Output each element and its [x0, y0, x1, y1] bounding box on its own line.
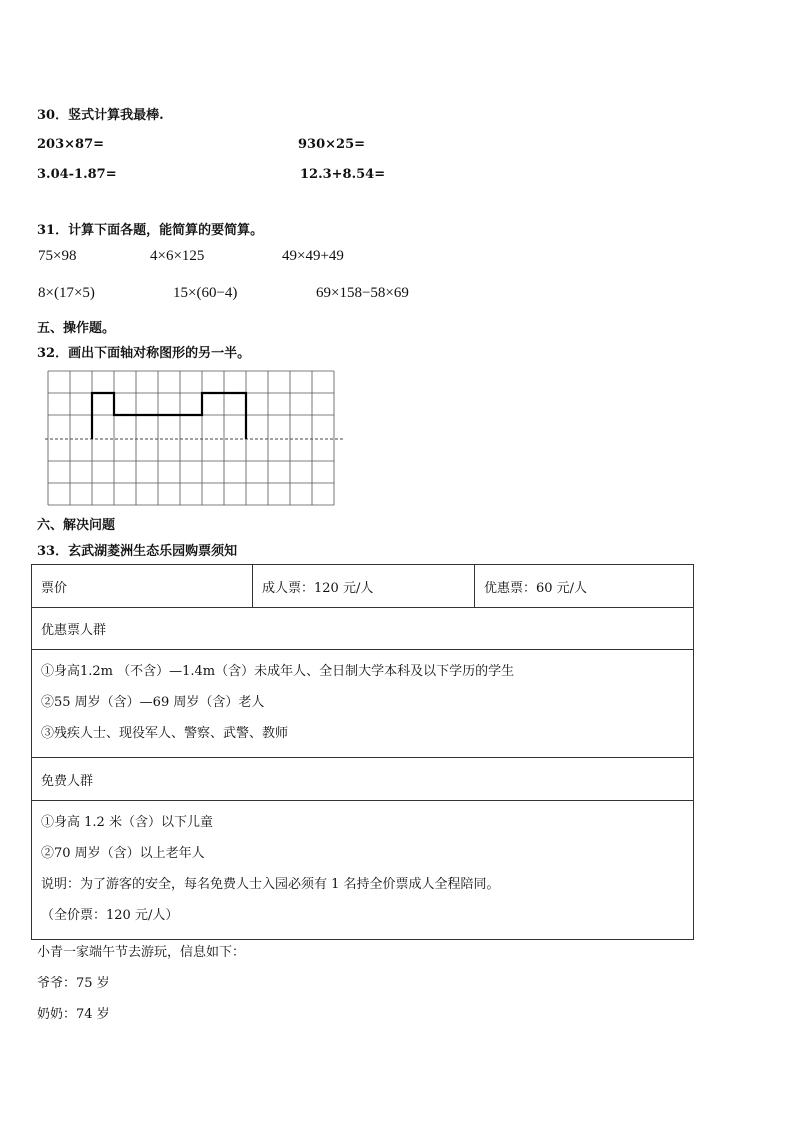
section-5-heading: 五、操作题。 [37, 321, 116, 336]
q31-expr-4: 8×(17×5) [38, 285, 95, 301]
q32-title: 32．画出下面轴对称图形的另一半。 [37, 346, 251, 361]
discount-price: 优惠票：60 元/人 [475, 565, 694, 608]
q31-expr-6: 69×158−58×69 [316, 285, 409, 301]
q30-expr-4: 12.3+8.54= [300, 167, 386, 182]
info-intro: 小青一家端午节去游玩，信息如下： [37, 945, 246, 960]
free-group-items [32, 801, 694, 940]
adult-price: 成人票：120 元/人 [253, 565, 475, 608]
family-grandma: 奶奶：74 岁 [37, 1007, 110, 1022]
discount-item: ①身高1.2m （不含）—1.4m（含）未成年人、全日制大学本科及以下学历的学生 [41, 664, 515, 679]
discount-group-items [32, 650, 694, 758]
q31-expr-5: 15×(60−4) [173, 285, 238, 301]
q31-expr-3: 49×49+49 [282, 248, 344, 264]
q30-expr-2: 930×25= [298, 137, 366, 152]
q30-expr-3: 3.04-1.87= [37, 167, 117, 182]
family-grandpa: 爷爷：75 岁 [37, 976, 110, 991]
symmetry-grid [44, 369, 344, 509]
q30-title: 30．竖式计算我最棒. [37, 108, 164, 123]
q31-expr-2: 4×6×125 [150, 248, 205, 264]
q33-title: 33．玄武湖菱洲生态乐园购票须知 [37, 544, 238, 559]
free-item: 说明：为了游客的安全，每名免费人士入园必须有 1 名持全价票成人全程陪同。 [41, 877, 500, 892]
q30-expr-1: 203×87= [37, 137, 105, 152]
free-group-label: 免费人群 [32, 758, 694, 801]
discount-group-label: 优惠票人群 [32, 608, 694, 650]
free-item: （全价票：120 元/人） [41, 908, 179, 923]
ticket-table [31, 564, 694, 940]
section-6-heading: 六、解决问题 [37, 518, 116, 533]
price-label: 票价 [32, 565, 253, 608]
half-figure [92, 393, 246, 439]
discount-item: ②55 周岁（含）—69 周岁（含）老人 [41, 695, 265, 710]
q31-title: 31．计算下面各题，能简算的要简算。 [37, 223, 264, 238]
free-item: ②70 周岁（含）以上老年人 [41, 846, 205, 861]
free-item: ①身高 1.2 米（含）以下儿童 [41, 815, 213, 830]
discount-item: ③残疾人士、现役军人、警察、武警、教师 [41, 726, 289, 741]
q31-expr-1: 75×98 [38, 248, 77, 264]
